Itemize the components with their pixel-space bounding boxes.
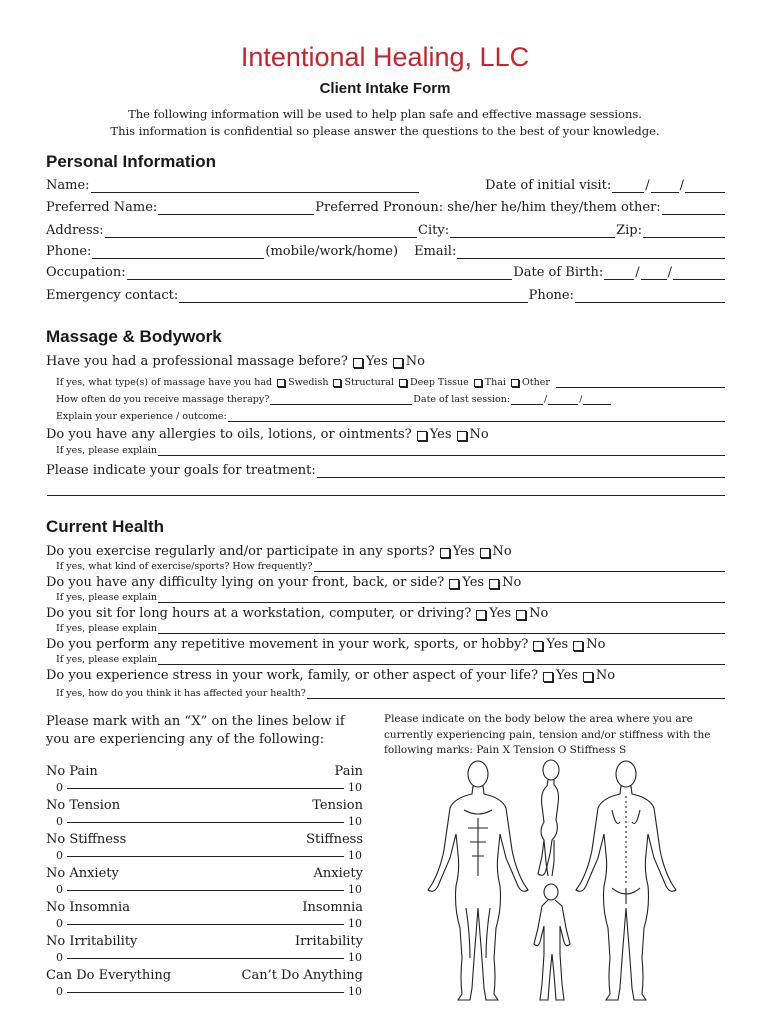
email-label: Email: [414,244,457,259]
scale-max-label: Irritability [294,934,363,949]
scale-line[interactable] [56,849,362,862]
scale-track[interactable] [67,991,344,993]
yes-label: Yes [489,606,512,621]
row-exercise [46,541,726,559]
name-field[interactable] [91,180,419,193]
row-address [46,220,726,238]
slash: / [579,394,583,405]
intro-line-1: The following information will be used to help plan safe and effective massage sessions. [128,107,642,121]
row-emergency [46,285,726,303]
dob-day-field[interactable] [641,267,667,280]
checkbox-deep-tissue[interactable] [399,379,407,387]
scale-ten: 10 [348,883,362,896]
no-label: No [492,544,512,559]
body-side-figure [538,760,559,876]
sitting-question: Do you sit for long hours at a workstation, computer, or driving? [46,606,472,621]
scale-zero: 0 [56,849,63,862]
intro-line-2: This information is confidential so please answer the questions to the best of your knowledge. [110,124,660,138]
emergency-contact-label: Emergency contact: [46,288,179,303]
yes-label: Yes [546,637,569,652]
scale-max-label: Anxiety [313,866,363,881]
visit-day-field[interactable] [651,180,679,193]
occupation-label: Occupation: [46,265,126,280]
checkbox-sitting-yes[interactable] [476,610,486,620]
last-month-field[interactable] [511,392,543,405]
row-allergies [46,424,726,442]
section-current-health: Current Health [46,517,165,536]
other-type-field[interactable] [556,375,725,388]
scale-min-label: No Insomnia [46,900,130,915]
body-back-figure [576,761,676,1000]
scale-max-label: Can’t Do Anything [241,968,363,983]
scale-instructions: Please mark with an “X” on the lines below if you are experiencing any of the following: [46,714,345,747]
visit-month-field[interactable] [612,180,644,193]
lying-question: Do you have any difficulty lying on your front, back, or side? [46,575,445,590]
no-label: No [502,575,522,590]
checkbox-repetitive-no[interactable] [573,641,583,651]
repetitive-explain-label: If yes, please explain [56,654,158,665]
deep-tissue-label: Deep Tissue [409,377,469,388]
slash: / [544,394,548,405]
checkbox-swedish[interactable] [277,379,285,387]
lying-explain-label: If yes, please explain [56,592,158,603]
phone-field[interactable] [92,246,264,259]
scale-track[interactable] [67,923,344,925]
row-name [46,175,726,193]
scale-min-label: No Tension [46,798,121,813]
scale-ten: 10 [348,815,362,828]
checkbox-sitting-no[interactable] [516,610,526,620]
scale-ten: 10 [348,917,362,930]
goals-label: Please indicate your goals for treatment: [46,463,316,478]
scale-max-label: Stiffness [306,832,363,847]
checkbox-thai[interactable] [474,379,482,387]
checkbox-other[interactable] [511,379,519,387]
phone-type-label: (mobile/work/home) [265,244,399,259]
checkbox-allergies-no[interactable] [457,431,467,441]
no-label: No [586,637,606,652]
preferred-name-label: Preferred Name: [46,200,158,215]
email-field[interactable] [457,246,725,259]
scale-zero: 0 [56,781,63,794]
section-personal-information: Personal Information [46,152,217,171]
scale-min-label: No Anxiety [46,866,119,881]
yes-label: Yes [452,544,475,559]
row-massage-types [56,374,726,388]
massage-types-question: If yes, what type(s) of massage have you had [56,377,273,388]
form-title: Client Intake Form [319,80,451,97]
repetitive-question: Do you perform any repetitive movement in your work, sports, or hobby? [46,637,529,652]
emergency-contact-field[interactable] [179,290,527,303]
scale-ten: 10 [348,849,362,862]
yes-label: Yes [462,575,485,590]
no-label: No [469,427,489,442]
slash: / [667,265,672,280]
checkbox-massage-no[interactable] [393,358,403,368]
city-label: City: [418,223,450,238]
exercise-explain-field[interactable] [314,559,725,572]
checkbox-allergies-yes[interactable] [417,431,427,441]
checkbox-lying-no[interactable] [489,579,499,589]
checkbox-stress-yes[interactable] [543,672,553,682]
scale-track[interactable] [67,787,344,789]
allergies-question: Do you have any allergies to oils, lotions, or ointments? [46,427,412,442]
city-field[interactable] [450,225,615,238]
lying-explain-field[interactable] [158,590,725,603]
initial-visit-label: Date of initial visit: [485,178,612,193]
row-phone [46,241,726,259]
row-repetitive-explain [56,651,726,665]
no-label: No [595,668,616,683]
address-field[interactable] [105,225,417,238]
thai-label: Thai [484,377,506,388]
no-label: No [405,354,425,369]
slash: / [635,265,640,280]
no-label: No [529,606,549,621]
massage-before-question: Have you had a professional massage before? [46,354,348,369]
row-sitting [46,603,726,621]
scale-ten: 10 [348,985,362,998]
frequency-label: How often do you receive massage therapy? [56,394,270,405]
experience-label: Explain your experience / outcome: [56,411,227,422]
goals-field-line-2[interactable] [47,483,725,496]
scale-zero: 0 [56,883,63,896]
scale-line[interactable] [56,985,362,998]
section-massage-bodywork: Massage & Bodywork [46,327,222,346]
scale-ten: 10 [348,951,362,964]
body-chart-instructions: Please indicate on the body below the area where you are currently experiencing pain, tension and/or stiffness with the following marks: Pain X Tension O Stiffness S [384,713,711,756]
body-diagram[interactable] [420,758,682,1006]
row-lying [46,572,726,590]
dob-year-field[interactable] [673,267,725,280]
scale-track[interactable] [67,821,344,823]
occupation-field[interactable] [127,267,513,280]
sitting-explain-label: If yes, please explain [56,623,158,634]
scale-zero: 0 [56,951,63,964]
company-name: Intentional Healing, LLC [240,42,530,72]
preferred-name-field[interactable] [158,202,314,215]
row-goals [46,460,726,478]
row-massage-before [46,351,726,369]
scale-track[interactable] [67,957,344,959]
checkbox-exercise-yes[interactable] [440,548,450,558]
last-year-field[interactable] [583,392,611,405]
scale-max-label: Tension [312,798,363,813]
row-repetitive [46,634,726,652]
pronoun-label: Preferred Pronoun: she/her he/him they/them other: [315,200,661,215]
scale-line[interactable] [56,883,362,896]
name-label: Name: [46,178,90,193]
scale-max-label: Insomnia [302,900,363,915]
address-label: Address: [46,223,104,238]
experience-field[interactable] [228,409,725,422]
frequency-field[interactable] [270,392,412,405]
scale-min-label: Can Do Everything [46,968,172,983]
stress-question: Do you experience stress in your work, family, or other aspect of your life? [46,668,539,683]
repetitive-explain-field[interactable] [158,652,725,665]
last-day-field[interactable] [548,392,578,405]
scale-track[interactable] [67,855,344,857]
scale-max-label: Pain [334,764,363,779]
checkbox-structural[interactable] [333,379,341,387]
row-occupation [46,262,726,280]
row-allergies-explain [56,442,726,456]
stress-explain-field[interactable] [307,686,725,699]
row-goals-extra [46,478,726,496]
yes-label: Yes [429,427,452,442]
goals-field[interactable] [317,465,725,478]
phone-label: Phone: [46,244,92,259]
row-experience [56,408,726,422]
scale-min-label: No Irritability [46,934,138,949]
zip-field[interactable] [643,225,725,238]
checkbox-stress-no[interactable] [583,672,593,682]
swedish-label: Swedish [288,377,329,388]
slash: / [679,178,684,193]
scale-track[interactable] [67,889,344,891]
emergency-phone-field[interactable] [575,290,725,303]
last-session-label: Date of last session: [413,394,511,405]
yes-label: Yes [365,354,388,369]
emergency-phone-label: Phone: [528,288,574,303]
scale-zero: 0 [56,985,63,998]
scale-line[interactable] [56,917,362,930]
sitting-explain-field[interactable] [158,621,725,634]
scale-line[interactable] [56,815,362,828]
exercise-question: Do you exercise regularly and/or participate in any sports? [46,544,435,559]
scale-line[interactable] [56,951,362,964]
row-stress-explain [56,685,726,699]
stress-explain-label: If yes, how do you think it has affected your health? [56,688,306,699]
checkbox-lying-yes[interactable] [449,579,459,589]
row-sitting-explain [56,620,726,634]
visit-year-field[interactable] [685,180,725,193]
body-side-figure-lower [534,884,570,1000]
yes-label: Yes [556,668,578,683]
row-lying-explain [56,589,726,603]
dob-label: Date of Birth: [513,265,604,280]
scale-zero: 0 [56,917,63,930]
scale-line[interactable] [56,781,362,794]
allergies-explain-field[interactable] [158,443,725,456]
checkbox-repetitive-yes[interactable] [533,641,543,651]
zip-label: Zip: [616,223,642,238]
scale-ten: 10 [348,781,362,794]
body-front-figure [428,761,528,1000]
scale-zero: 0 [56,815,63,828]
other-label: Other [521,377,550,388]
row-preferred-name [46,197,726,215]
row-massage-frequency [56,391,726,405]
scale-min-label: No Stiffness [46,832,127,847]
row-stress [46,665,726,683]
checkbox-exercise-no[interactable] [480,548,490,558]
checkbox-massage-yes[interactable] [353,358,363,368]
exercise-explain-label: If yes, what kind of exercise/sports? How frequently? [56,561,313,572]
slash: / [645,178,650,193]
dob-month-field[interactable] [604,267,634,280]
structural-label: Structural [344,377,394,388]
allergies-explain-label: If yes, please explain [56,445,158,456]
pronoun-other-field[interactable] [662,202,725,215]
row-exercise-explain [56,558,726,572]
scale-min-label: No Pain [46,764,98,779]
